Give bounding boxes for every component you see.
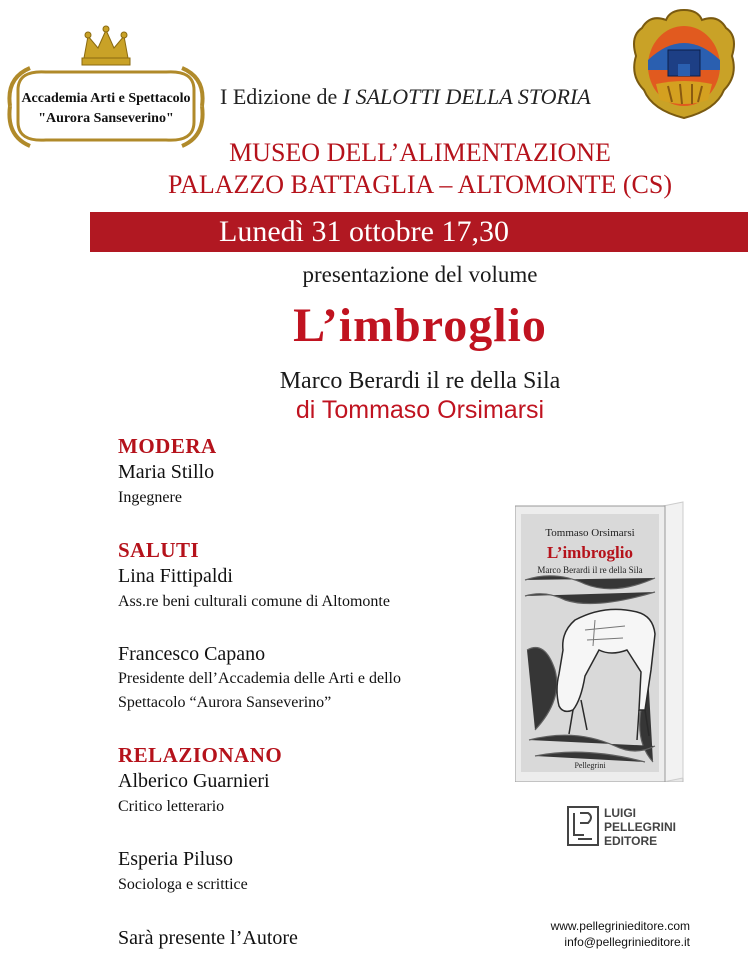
section-heading-saluti: SALUTI xyxy=(118,538,200,562)
speaker-role: Sociologa e scrittice xyxy=(118,876,248,893)
closing-note: Sarà presente l’Autore xyxy=(118,927,298,949)
academy-logo-line2: "Aurora Sanseverino" xyxy=(38,111,174,126)
publisher-logo xyxy=(566,803,676,849)
speaker-role: Critico letterario xyxy=(118,798,225,815)
section-heading-modera: MODERA xyxy=(118,434,217,458)
speaker-name: Esperia Piluso xyxy=(118,848,233,870)
venue-line-1: MUSEO DELL’ALIMENTAZIONE xyxy=(229,138,611,167)
section-heading-relazionano: RELAZIONANO xyxy=(118,743,283,767)
speaker-role: Ass.re beni culturali comune di Altomonte xyxy=(118,593,390,610)
cover-title: L’imbroglio xyxy=(547,543,633,562)
book-subtitle: Marco Berardi il re della Sila xyxy=(279,368,561,394)
cover-author: Tommaso Orsimarsi xyxy=(545,527,635,539)
publisher-website[interactable]: www.pellegrinieditore.com xyxy=(550,919,690,933)
speaker-name: Alberico Guarnieri xyxy=(118,770,270,792)
book-cover-image xyxy=(515,500,687,782)
edition-series: I SALOTTI DELLA STORIA xyxy=(342,84,591,109)
book-author: di Tommaso Orsimarsi xyxy=(295,396,545,424)
date-banner xyxy=(90,212,748,252)
edition-prefix: I Edizione de xyxy=(220,84,338,109)
cover-subtitle: Marco Berardi il re della Sila xyxy=(537,565,643,575)
event-date: Lunedì 31 ottobre 17,30 xyxy=(219,215,509,248)
venue-line-2: PALAZZO BATTAGLIA – ALTOMONTE (CS) xyxy=(168,170,672,199)
cover-publisher: Pellegrini xyxy=(574,761,606,770)
publisher-logo-line3: EDITORE xyxy=(604,834,658,848)
speaker-name: Francesco Capano xyxy=(118,643,266,665)
edition-line xyxy=(220,84,591,110)
speaker-role: Ingegnere xyxy=(118,489,182,506)
speaker-name: Maria Stillo xyxy=(118,461,215,483)
coat-of-arms-icon xyxy=(628,6,740,122)
academy-logo xyxy=(6,18,206,158)
publisher-email[interactable]: info@pellegrinieditore.it xyxy=(564,935,690,949)
intro-text: presentazione del volume xyxy=(302,262,538,287)
book-title: L’imbroglio xyxy=(293,299,547,352)
publisher-logo-line1: LUIGI xyxy=(604,806,636,820)
academy-logo-line1: Accademia Arti e Spettacolo xyxy=(21,91,191,106)
speaker-name: Lina Fittipaldi xyxy=(118,565,233,587)
publisher-logo-line2: PELLEGRINI xyxy=(604,820,676,834)
speaker-role: Spettacolo “Aurora Sanseverino” xyxy=(118,694,332,711)
crown-icon xyxy=(82,26,130,65)
speaker-role: Presidente dell’Accademia delle Arti e dello xyxy=(118,670,401,687)
